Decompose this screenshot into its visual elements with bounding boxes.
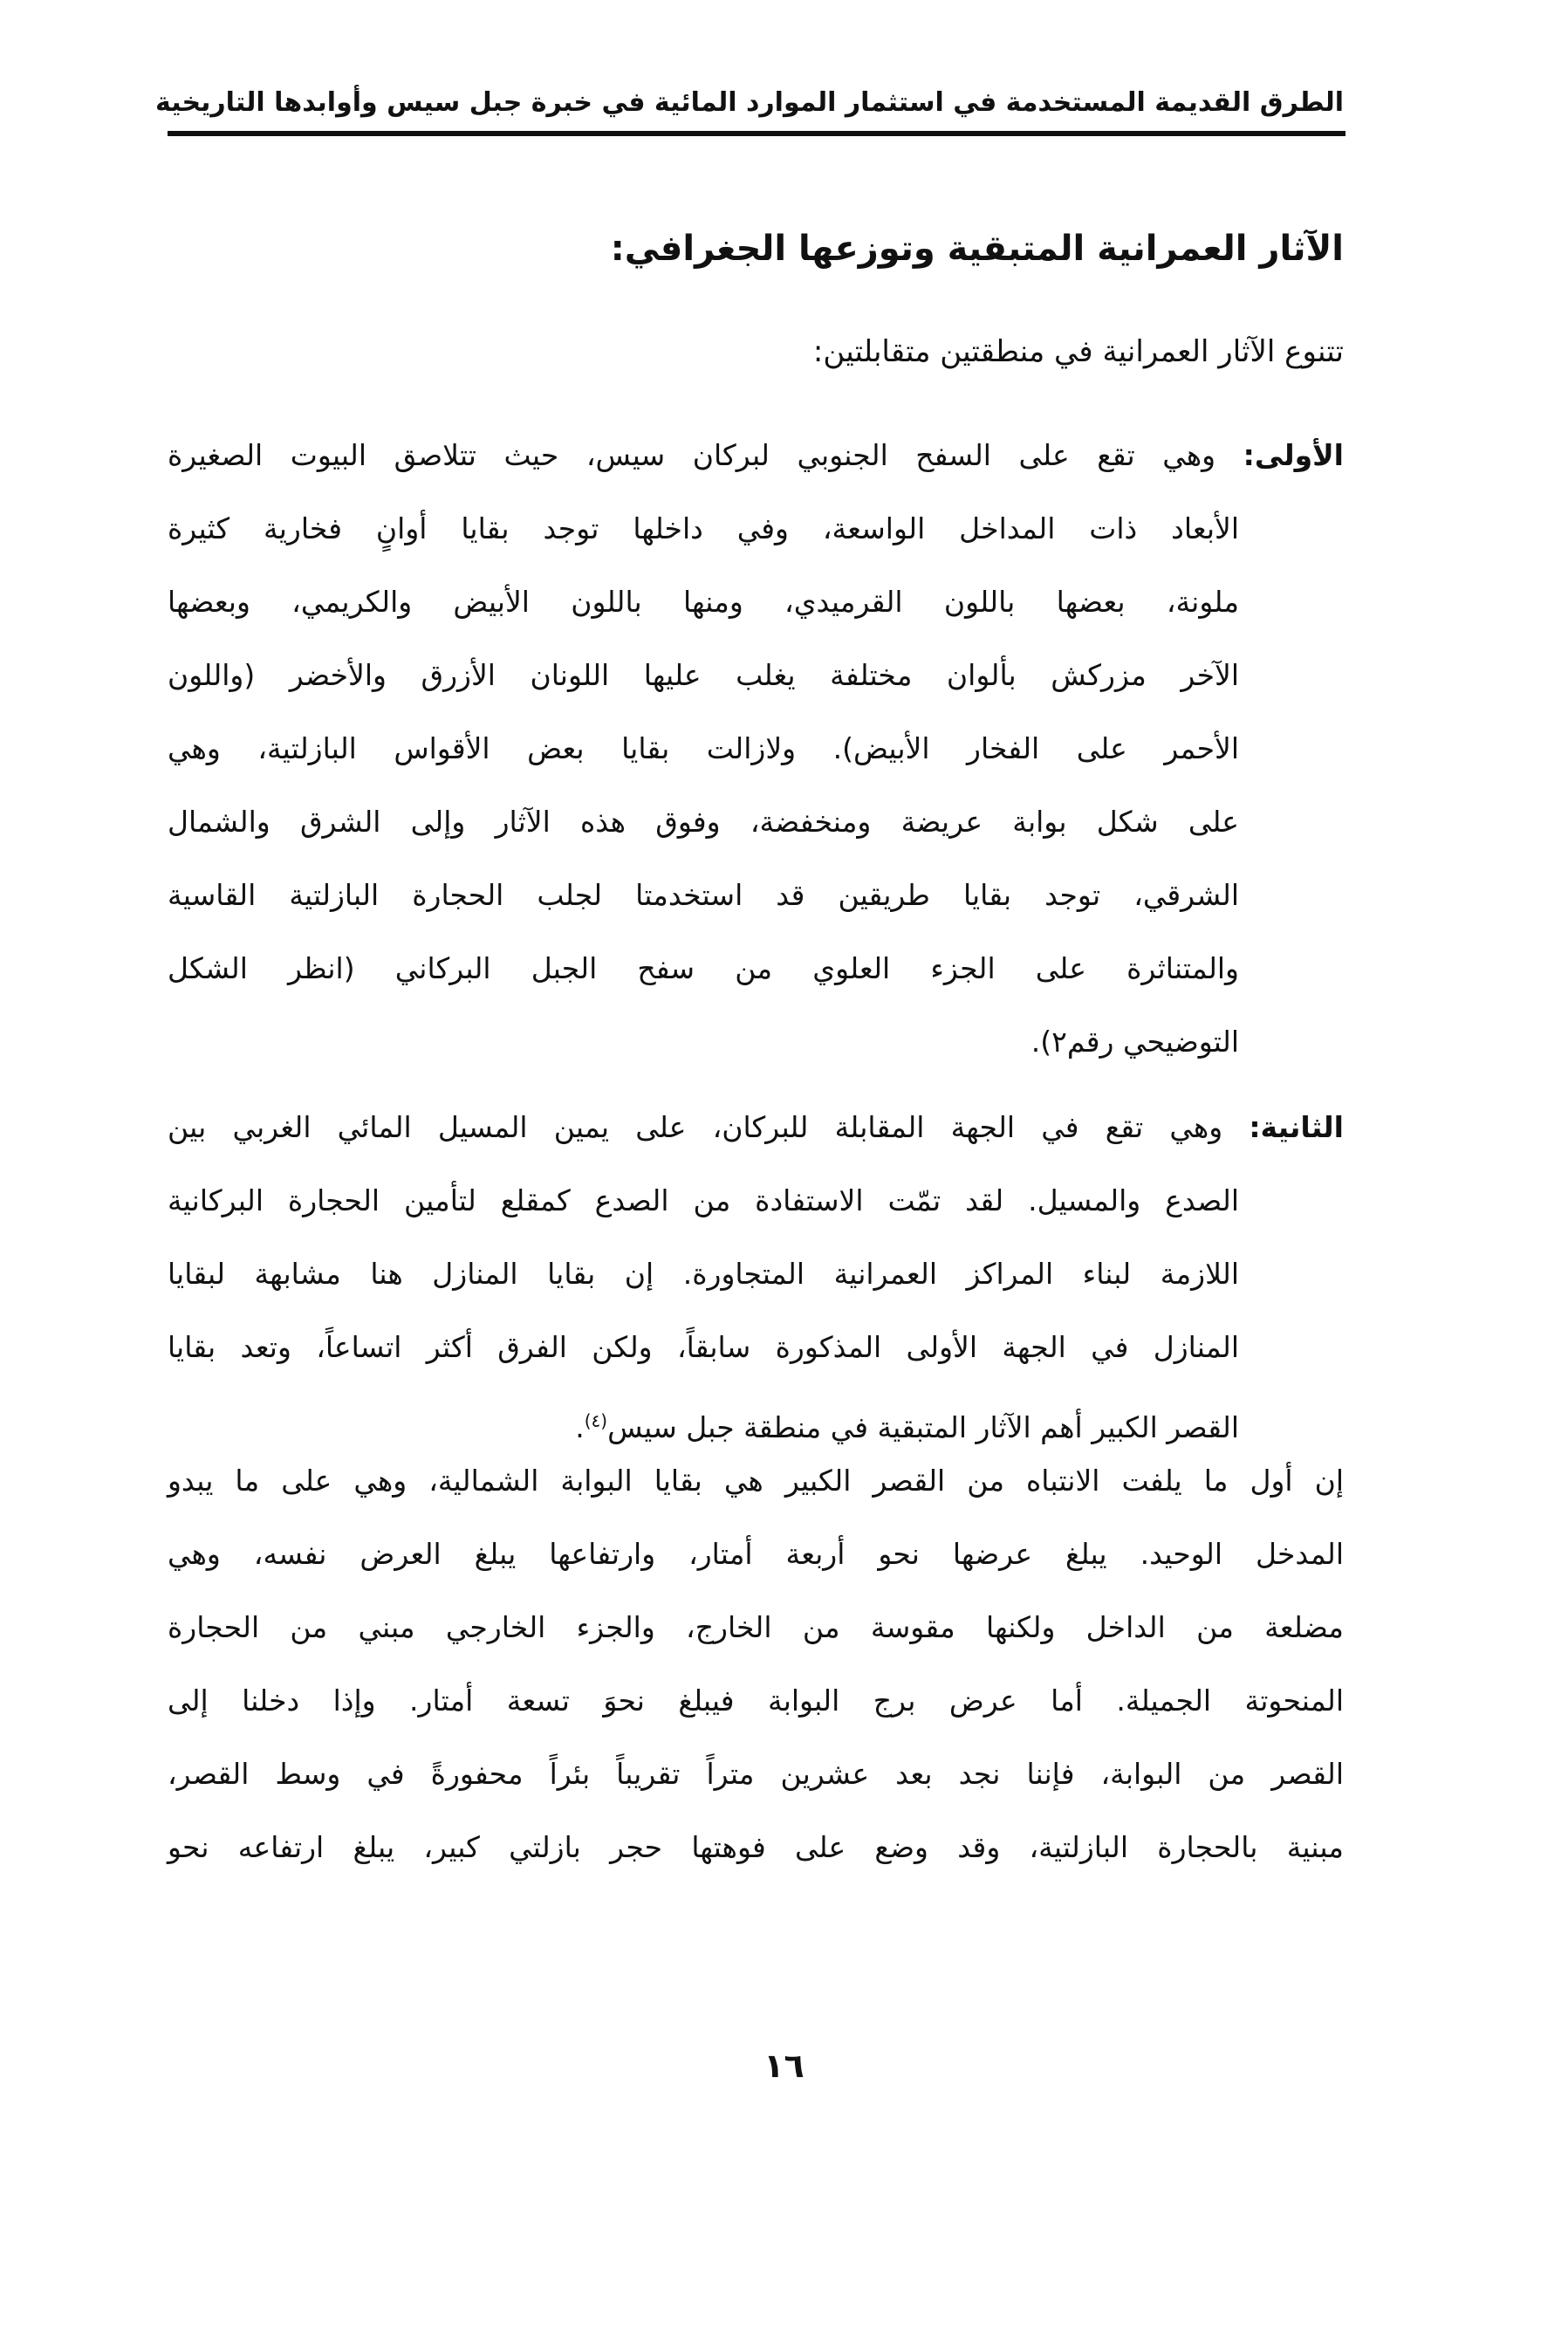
page-number: ١٦ (763, 2047, 805, 2085)
paragraph-line: التوضيحي رقم٢). (1030, 1025, 1239, 1059)
paragraph-line (168, 419, 1344, 492)
paragraph-line: إن أول ما يلفت الانتباه من القصر الكبير هي بقايا البوابة الشمالية، وهي على ما يبدو (168, 1464, 1344, 1498)
header-rule (168, 131, 1345, 136)
intro-text: تتنوع الآثار العمرانية في منطقتين متقابلتين: (812, 334, 1344, 369)
section-heading: الآثار العمرانية المتبقية وتوزعها الجغرافي: (610, 229, 1344, 269)
footnote-reference[interactable]: (٤) (584, 1410, 608, 1431)
line-text: وهي تقع في الجهة المقابلة للبركان، على يمين المسيل المائي الغربي بين (168, 1110, 1223, 1144)
paragraph-line: مبنية بالحجارة البازلتية، وقد وضع على فوهتها حجر بازلتي كبير، يبلغ ارتفاعه نحو (168, 1830, 1344, 1864)
paragraph-line: المدخل الوحيد. يبلغ عرضها نحو أربعة أمتار، وارتفاعها يبلغ العرض نفسه، وهي (168, 1537, 1344, 1571)
line-text: . (575, 1410, 585, 1444)
paragraph-line: المنازل في الجهة الأولى المذكورة سابقاً، ولكن الفرق أكثر اتساعاً، وتعد بقايا (168, 1330, 1239, 1364)
line-text: وهي تقع على السفح الجنوبي لبركان سيس، حيث تتلاصق البيوت الصغيرة (168, 438, 1216, 472)
paragraph-line (168, 1091, 1344, 1164)
paragraph-line: على شكل بوابة عريضة ومنخفضة، وفوق هذه الآثار وإلى الشرق والشمال (168, 805, 1239, 839)
paragraph-label: الثانية: (1249, 1110, 1344, 1144)
paragraph-line: الشرقي، توجد بقايا طريقين قد استخدمتا لجلب الحجارة البازلتية القاسية (168, 878, 1239, 912)
paragraph-third (168, 1444, 1344, 1884)
paragraph-line: الصدع والمسيل. لقد تمّت الاستفادة من الصدع كمقلع لتأمين الحجارة البركانية (168, 1183, 1239, 1217)
paragraph-first-area (168, 419, 1344, 1079)
paragraph-line: مضلعة من الداخل ولكنها مقوسة من الخارج، والجزء الخارجي مبني من الحجارة (168, 1610, 1344, 1644)
line-text: القصر الكبير أهم الآثار المتبقية في منطقة جبل سيس (607, 1410, 1239, 1444)
paragraph-line: المنحوتة الجميلة. أما عرض برج البوابة فيبلغ نحوَ تسعة أمتار. وإذا دخلنا إلى (168, 1683, 1344, 1718)
paragraph-line: والمتناثرة على الجزء العلوي من سفح الجبل البركاني (انظر الشكل (168, 951, 1239, 985)
paragraph-line: اللازمة لبناء المراكز العمرانية المتجاورة. إن بقايا المنازل هنا مشابهة لبقايا (168, 1257, 1239, 1291)
paragraph-line: الآخر مزركش بألوان مختلفة يغلب عليها اللونان الأزرق والأخضر (واللون (168, 658, 1239, 692)
paragraph-line: الأحمر على الفخار الأبيض). ولازالت بقايا بعض الأقواس البازلتية، وهي (168, 731, 1239, 765)
paragraph-line: القصر من البوابة، فإننا نجد بعد عشرين متراً تقريباً بئراً محفورةً في وسط القصر، (168, 1757, 1344, 1791)
paragraph-second-area (168, 1091, 1344, 1457)
paragraph-line: الأبعاد ذات المداخل الواسعة، وفي داخلها توجد بقايا أوانٍ فخارية كثيرة (168, 511, 1239, 545)
running-header: الطرق القديمة المستخدمة في استثمار الموارد المائية في خبرة جبل سيس وأوابدها التاريخية (155, 87, 1344, 118)
paragraph-line: ملونة، بعضها باللون القرميدي، ومنها باللون الأبيض والكريمي، وبعضها (168, 585, 1239, 619)
paragraph-label: الأولى: (1243, 438, 1344, 472)
